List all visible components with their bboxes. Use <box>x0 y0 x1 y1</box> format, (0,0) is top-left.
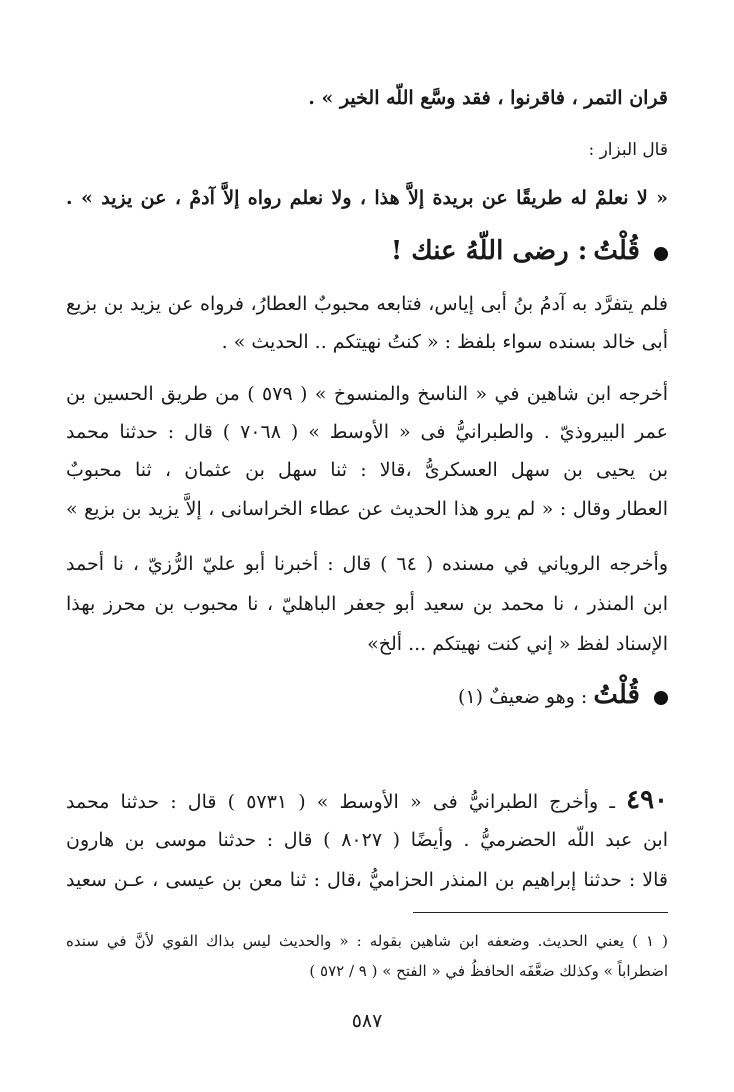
text-line: عمر البيروذيّ . والطبرانيُّ فى « الأوسط » ( ٧٠٦٨ ) قال : حدثنا محمد <box>66 421 668 443</box>
text-line: العطار وقال : « لم يرو هذا الحديث عن عطاء الخراسانى ، إلاَّ يزيد بن بزيع » <box>66 498 668 520</box>
qult-heading <box>66 234 668 270</box>
hadith-number: ٤٩٠ <box>626 785 669 815</box>
text-line: أخرجه ابن شاهين في « الناسخ والمنسوخ » ( ٥٧٩ ) من طريق الحسين بن <box>66 383 668 405</box>
text-line: وأخرجه الروياني في مسنده ( ٦٤ ) قال : أخبرنا أبو عليّ الرُّزيّ ، نا أحمد <box>66 553 668 575</box>
qult-text: : وهو ضعيفٌ (١) <box>458 686 588 708</box>
hadith-text: ـ وأخرج الطبرانيُّ فى « الأوسط » ( ٥٧٣١ ) قال : حدثنا محمد <box>66 791 615 813</box>
footnote-line: اضطراباً » وكذلك ضعَّفَه الحافظُ في « الفتح » ( ٩ / ٥٧٢ ) <box>309 962 668 980</box>
qult-text: : رضى اللّهُ عنك ! <box>390 236 588 266</box>
text-line: قالا : حدثنا إبراهيم بن المنذر الحزاميُّ ،قال : ثنا معن بن عيسى ، عـن سعيد <box>66 869 668 891</box>
text-line: قال البزار : <box>588 140 668 160</box>
quote-line: « لا نعلمْ له طريقًا عن بريدة إلاَّ هذا ، ولا نعلم رواه إلاَّ آدمْ ، عن يزيد » . <box>66 187 668 209</box>
text-line: الإسناد لفظ « إني كنت نهيتكم ... ألخ» <box>367 633 668 655</box>
hadith-start-line <box>66 786 668 816</box>
footnote-line: ( ١ ) يعني الحديث. وضعفه ابن شاهين بقوله : « والحديث ليس بذاك القوي لأنَّ في سنده <box>66 932 668 950</box>
bullet-icon <box>654 691 668 705</box>
page-number: ٥٨٧ <box>351 1010 383 1032</box>
text-line: ابن عبد اللّه الحضرميُّ . وأيضًا ( ٨٠٢٧ ) قال : حدثنا موسى بن هارون <box>66 829 668 851</box>
bullet-icon <box>654 247 668 261</box>
text-line: أبى خالد بسنده سواء بلفظ : « كنتُ نهيتكم .. الحديث » . <box>221 331 668 353</box>
text-line: ابن المنذر ، نا محمد بن سعيد أبو جعفر الباهليّ ، نا محبوب بن محرز بهذا <box>66 593 668 615</box>
qult-heading <box>66 678 668 714</box>
qult-label: قُلْتُ <box>593 236 640 266</box>
text-line: قران التمر ، فاقرنوا ، فقد وسَّع اللّه الخير » . <box>308 87 668 109</box>
text-line: بن يحيى بن سهل العسكرىُّ ،قالا : ثنا سهل بن عثمان ، ثنا محبوبٌ <box>66 459 668 481</box>
qult-label: قُلْتُ <box>593 680 640 710</box>
text-line: فلم يتفرَّد به آدمُ بنُ أبى إياس، فتابعه محبوبٌ العطارُ، فرواه عن يزيد بن بزيع <box>66 293 668 315</box>
footnote-rule <box>413 912 668 913</box>
